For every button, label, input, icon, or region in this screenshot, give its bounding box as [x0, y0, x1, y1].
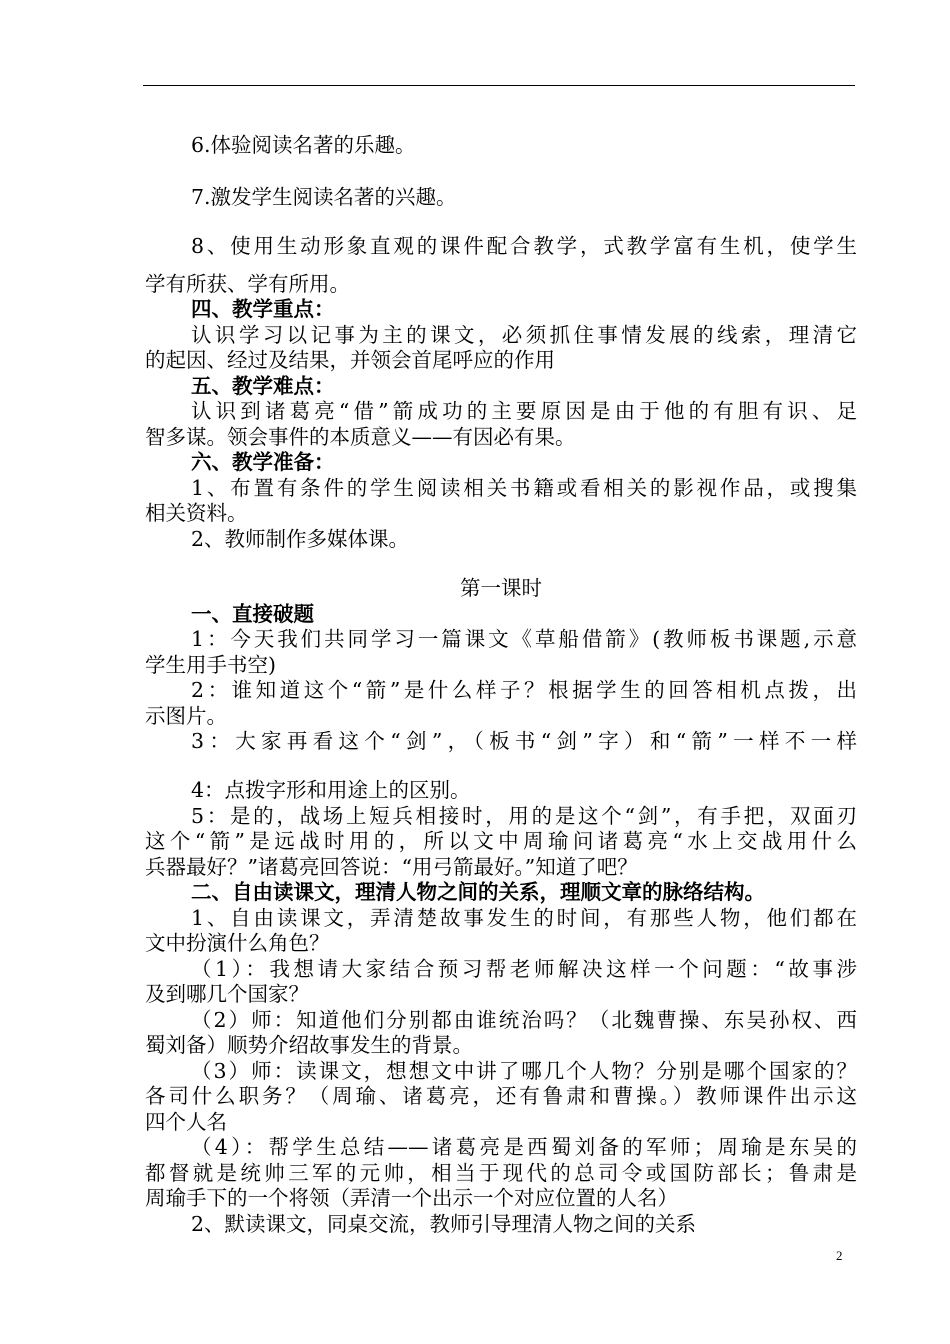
paragraph-line: 四个人名 — [145, 1110, 227, 1134]
paragraph-line: 5：是的，战场上短兵相接时，用的是这个“剑”，有手把，双面刃 — [191, 804, 857, 828]
paragraph-line: 智多谋。领会事件的本质意义——有因必有果。 — [145, 425, 576, 449]
paragraph-line: 示图片。 — [145, 704, 227, 728]
paragraph-line: 学生用手书空) — [145, 653, 276, 677]
paragraph-line: 及到哪几个国家？ — [145, 982, 309, 1006]
paragraph-line: 学有所获、学有所用。 — [145, 272, 350, 296]
paragraph-line: 1、布置有条件的学生阅读相关书籍或看相关的影视作品，或搜集 — [191, 476, 857, 500]
header-rule — [143, 85, 855, 86]
paragraph-line: 都督就是统帅三军的元帅，相当于现代的总司令或国防部长；鲁肃是 — [145, 1161, 857, 1185]
section-heading: 五、教学难点： — [191, 374, 335, 398]
paragraph-line: 1、自由读课文，弄清楚故事发生的时间，有那些人物，他们都在 — [191, 906, 857, 930]
paragraph-line: 2：谁知道这个“箭”是什么样子？根据学生的回答相机点拨，出 — [191, 678, 857, 702]
paragraph-line: 认识学习以记事为主的课文，必须抓住事情发展的线索，理清它 — [191, 323, 857, 347]
paragraph-line: 兵器最好？”诸葛亮回答说：“用弓箭最好。”知道了吧？ — [145, 855, 638, 879]
lesson-title: 第一课时 — [460, 576, 542, 600]
paragraph-line: 7.激发学生阅读名著的兴趣。 — [191, 185, 457, 209]
paragraph-line: 各司什么职务？（周瑜、诸葛亮，还有鲁肃和曹操。）教师课件出示这 — [145, 1084, 857, 1108]
paragraph-line: 4：点拨字形和用途上的区别。 — [191, 778, 471, 802]
paragraph-line: （2）师：知道他们分别都由谁统治吗？（北魏曹操、东吴孙权、西 — [191, 1008, 857, 1032]
section-heading: 一、直接破题 — [191, 602, 314, 626]
paragraph-line: 8、使用生动形象直观的课件配合教学，式教学富有生机，使学生 — [191, 234, 857, 258]
paragraph-line: 6.体验阅读名著的乐趣。 — [191, 133, 416, 157]
paragraph-line: 1：今天我们共同学习一篇课文《草船借箭》(教师板书课题,示意 — [191, 627, 857, 651]
paragraph-line: 的起因、经过及结果，并领会首尾呼应的作用 — [145, 348, 555, 372]
paragraph-line: 2、教师制作多媒体课。 — [191, 527, 410, 551]
paragraph-line: （1）：我想请大家结合预习帮老师解决这样一个问题：“故事涉 — [191, 957, 857, 981]
paragraph-line: 认识到诸葛亮“借”箭成功的主要原因是由于他的有胆有识、足 — [191, 399, 857, 423]
paragraph-line: （4）：帮学生总结——诸葛亮是西蜀刘备的军师；周瑜是东吴的 — [191, 1135, 857, 1159]
section-heading: 六、教学准备： — [191, 450, 335, 474]
paragraph-line: 这个“箭”是远战时用的，所以文中周瑜问诸葛亮“水上交战用什么 — [145, 829, 857, 853]
paragraph-line: （3）师：读课文，想想文中讲了哪几个人物？分别是哪个国家的？ — [191, 1059, 857, 1083]
paragraph-line: 3：大家再看这个“剑”，（板书“剑”字）和“箭”一样不一样 — [191, 729, 857, 753]
page-number: 2 — [836, 1248, 843, 1263]
paragraph-line: 周瑜手下的一个将领（弄清一个出示一个对应位置的人名） — [145, 1186, 678, 1210]
paragraph-line: 文中扮演什么角色？ — [145, 931, 330, 955]
paragraph-line: 相关资料。 — [145, 501, 248, 525]
section-heading: 二、自由读课文，理清人物之间的关系，理顺文章的脉络结构。 — [191, 880, 765, 904]
section-heading: 四、教学重点： — [191, 297, 335, 321]
paragraph-line: 蜀刘备）顺势介绍故事发生的背景。 — [145, 1033, 473, 1057]
paragraph-line: 2、默读课文，同桌交流，教师引导理清人物之间的关系 — [191, 1212, 697, 1236]
